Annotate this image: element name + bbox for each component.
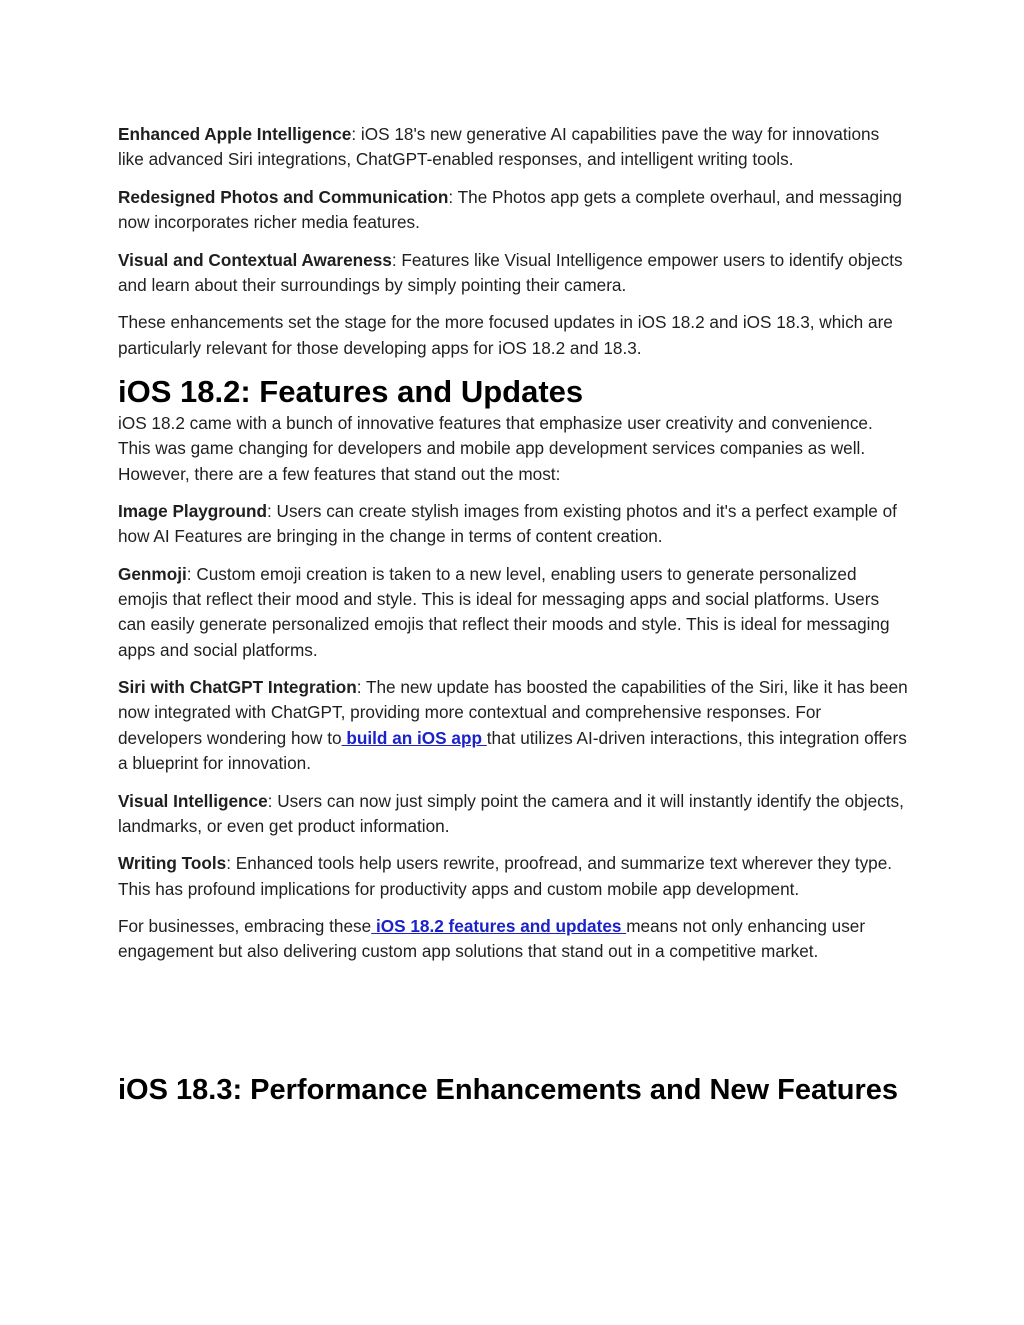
intro-summary: These enhancements set the stage for the more focused updates in iOS 18.2 and iOS 18.3, which are particularly relevant for those developing apps for iOS 18.2 and 18.3. — [118, 312, 893, 358]
feature-image-playground — [118, 499, 908, 550]
term-label: Image Playground — [118, 501, 267, 522]
term-label: Visual and Contextual Awareness — [118, 249, 392, 270]
ios-18-2-features-link[interactable]: iOS 18.2 features and updates — [371, 916, 627, 937]
term-label: Visual Intelligence — [118, 790, 268, 811]
term-description: : Features like Visual Intelligence empower users to identify objects and learn about their surroundings by simply pointing their camera. — [118, 249, 903, 295]
term-description: : Custom emoji creation is taken to a new level, enabling users to generate personalized emojis that reflect their mood and style. This is ideal for messaging apps and social platforms. Users can easily generate personalized emojis that reflect their moods and style. This is ideal for messaging apps and social platforms. — [118, 563, 890, 660]
term-label: Writing Tools — [118, 853, 227, 874]
feature-visual-intelligence — [118, 789, 908, 840]
section-heading-ios-18-3: iOS 18.3: Performance Enhancements and New Features — [118, 1073, 899, 1106]
intro-paragraph-photos — [118, 185, 908, 236]
term-description: : The Photos app gets a complete overhaul, and messaging now incorporates richer media features. — [118, 186, 902, 233]
term-description: : Enhanced tools help users rewrite, proofread, and summarize text wherever they type. This has profound implications for productivity apps and custom mobile app development. — [118, 853, 893, 899]
document-page — [118, 122, 908, 1107]
feature-genmoji — [118, 562, 908, 663]
paragraph-text: For businesses, embracing these — [118, 916, 372, 937]
businesses-paragraph — [118, 914, 908, 965]
term-label: Enhanced Apple Intelligence — [118, 124, 352, 144]
term-label: Siri with ChatGPT Integration — [118, 677, 357, 698]
term-description-continued: that utilizes AI-driven interactions, this integration offers a blueprint for innovation. — [118, 727, 907, 774]
intro-paragraph-visual-awareness — [118, 248, 908, 299]
term-description: : Users can now just simply point the camera and it will instantly identify the objects, landmarks, or even get product information. — [118, 790, 904, 836]
term-description: : Users can create stylish images from existing photos and it's a perfect example of how AI Features are bringing in the change in terms of content creation. — [118, 501, 897, 547]
feature-writing-tools — [118, 851, 908, 902]
build-ios-app-link[interactable]: build an iOS app — [341, 727, 487, 748]
intro-paragraph-apple-intelligence — [118, 122, 908, 173]
section-lead: iOS 18.2 came with a bunch of innovative features that emphasize user creativity and convenience. This was game changing for developers and mobile app development services companies as well. However, there are a few features that stand out the most: — [118, 412, 873, 484]
term-label: Genmoji — [118, 563, 187, 584]
section-heading-ios-18-2: iOS 18.2: Features and Updates — [118, 373, 584, 409]
term-description: : iOS 18's new generative AI capabilities pave the way for innovations like advanced Siri integrations, ChatGPT-enabled responses, and intelligent writing tools. — [118, 124, 880, 170]
paragraph-text-continued: means not only enhancing user engagement but also delivering custom app solutions that stand out in a competitive market. — [118, 916, 866, 962]
feature-siri-chatgpt — [118, 675, 908, 776]
term-description: : The new update has boosted the capabilities of the Siri, like it has been now integrated with ChatGPT, providing more contextual and comprehensive responses. For developers wondering how to — [118, 677, 908, 748]
term-label: Redesigned Photos and Communication — [118, 186, 449, 207]
